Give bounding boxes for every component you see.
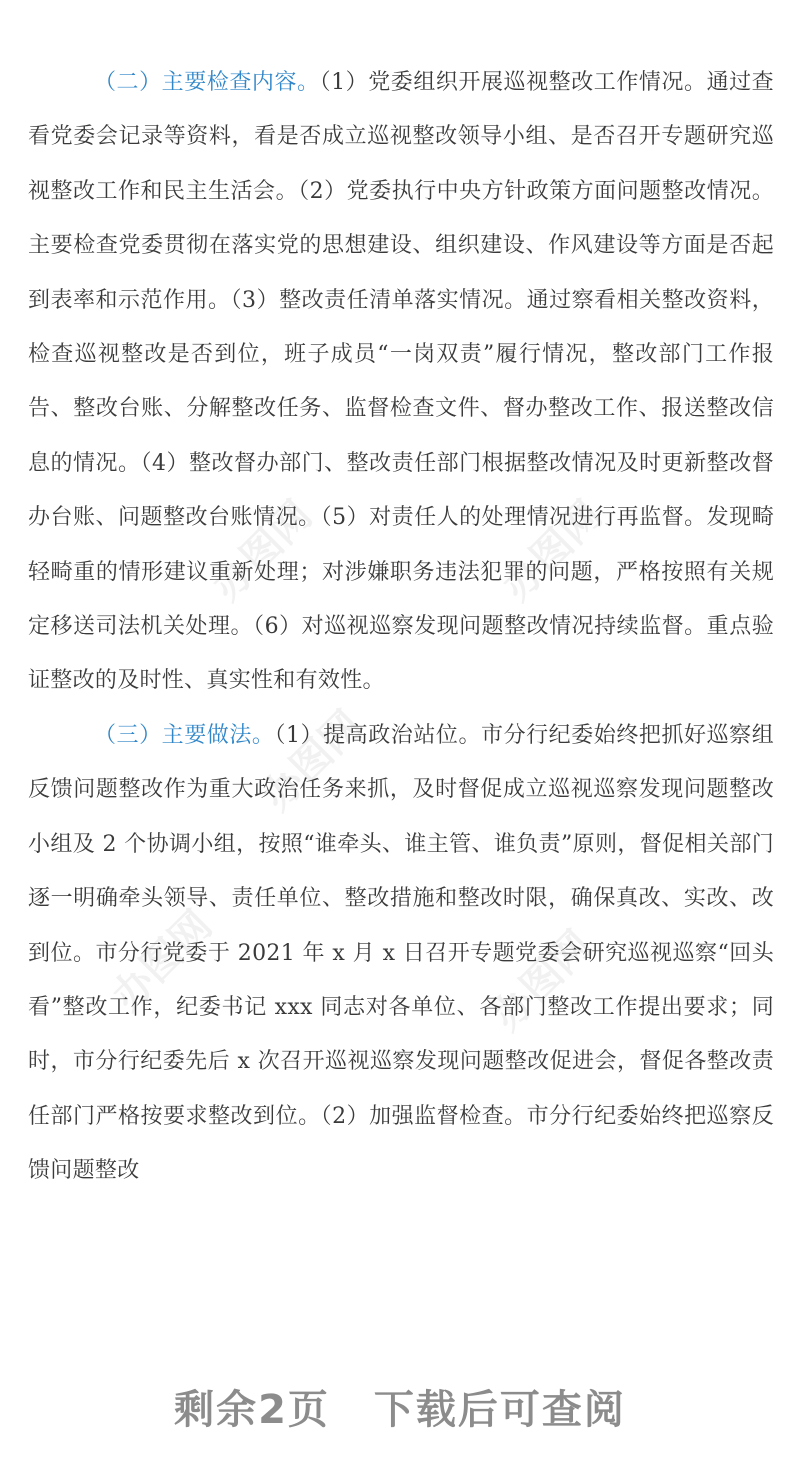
document-body [28, 56, 774, 1199]
watermark: 办图网 [203, 492, 322, 610]
watermark: 办图网 [103, 902, 222, 1020]
paragraph-inspection-content [28, 56, 774, 709]
paragraph-text: （1）党委组织开展巡视整改工作情况。通过查看党委会记录等资料，看是否成立巡视整改领导小组、是否召开专题研究巡视整改工作和民主生活会。（2）党委执行中央方针政策方面问题整改情况。主要检查党委贯彻在落实党的思想建设、组织建设、作风建设等方面是否起到表率和示范作用。（3）整改责任清单落实情况。通过察看相关整改资料，检查巡视整改是否到位，班子成员“一岗双责”履行情况，整改部门工作报告、整改台账、分解整改任务、监督检查文件、督办整改工作、报送整改信息的情况。（4）整改督办部门、整改责任部门根据整改情况及时更新整改督办台账、问题整改台账情况。（5）对责任人的处理情况进行再监督。发现畸轻畸重的情形建议重新处理；对涉嫌职务违法犯罪的问题，严格按照有关规定移送司法机关处理。（6）对巡视巡察发现问题整改情况持续监督。重点验证整改的及时性、真实性和有效性。 [28, 70, 774, 694]
section-heading: （三）主要做法。 [94, 722, 275, 748]
watermark: 办图网 [493, 492, 612, 610]
watermark: 办图网 [253, 702, 372, 820]
download-hint-label: 下载后可查阅 [373, 1387, 626, 1433]
paragraph-text: （1）提高政治站位。市分行纪委始终把抓好巡察组反馈问题整改作为重大政治任务来抓，及时督促成立巡视巡察发现问题整改小组及 2 个协调小组，按照“谁牵头、谁主管、谁负责”原则，督促相关部门逐一明确牵头领导、责任单位、整改措施和整改时限，确保真改、实改、改到位。市分行党委于 2021 年 x 月 x 日召开专题党委会研究巡视巡察“回头看”整改工作，纪委书记 xxx 同志对各单位、各部门整改工作提出要求；同时，市分行纪委先后 x 次召开巡视巡察发现问题整改促进会，督促各整改责任部门严格按要求整改到位。（2）加强监督检查。市分行纪委始终把巡察反馈问题整改 [28, 722, 774, 1184]
section-heading: （二）主要检查内容。 [94, 70, 320, 95]
remaining-pages-label: 剩余2页 [174, 1387, 330, 1433]
paragraph-main-practices [28, 709, 774, 1199]
watermark: 办图网 [483, 922, 602, 1040]
download-prompt[interactable] [0, 1378, 800, 1435]
